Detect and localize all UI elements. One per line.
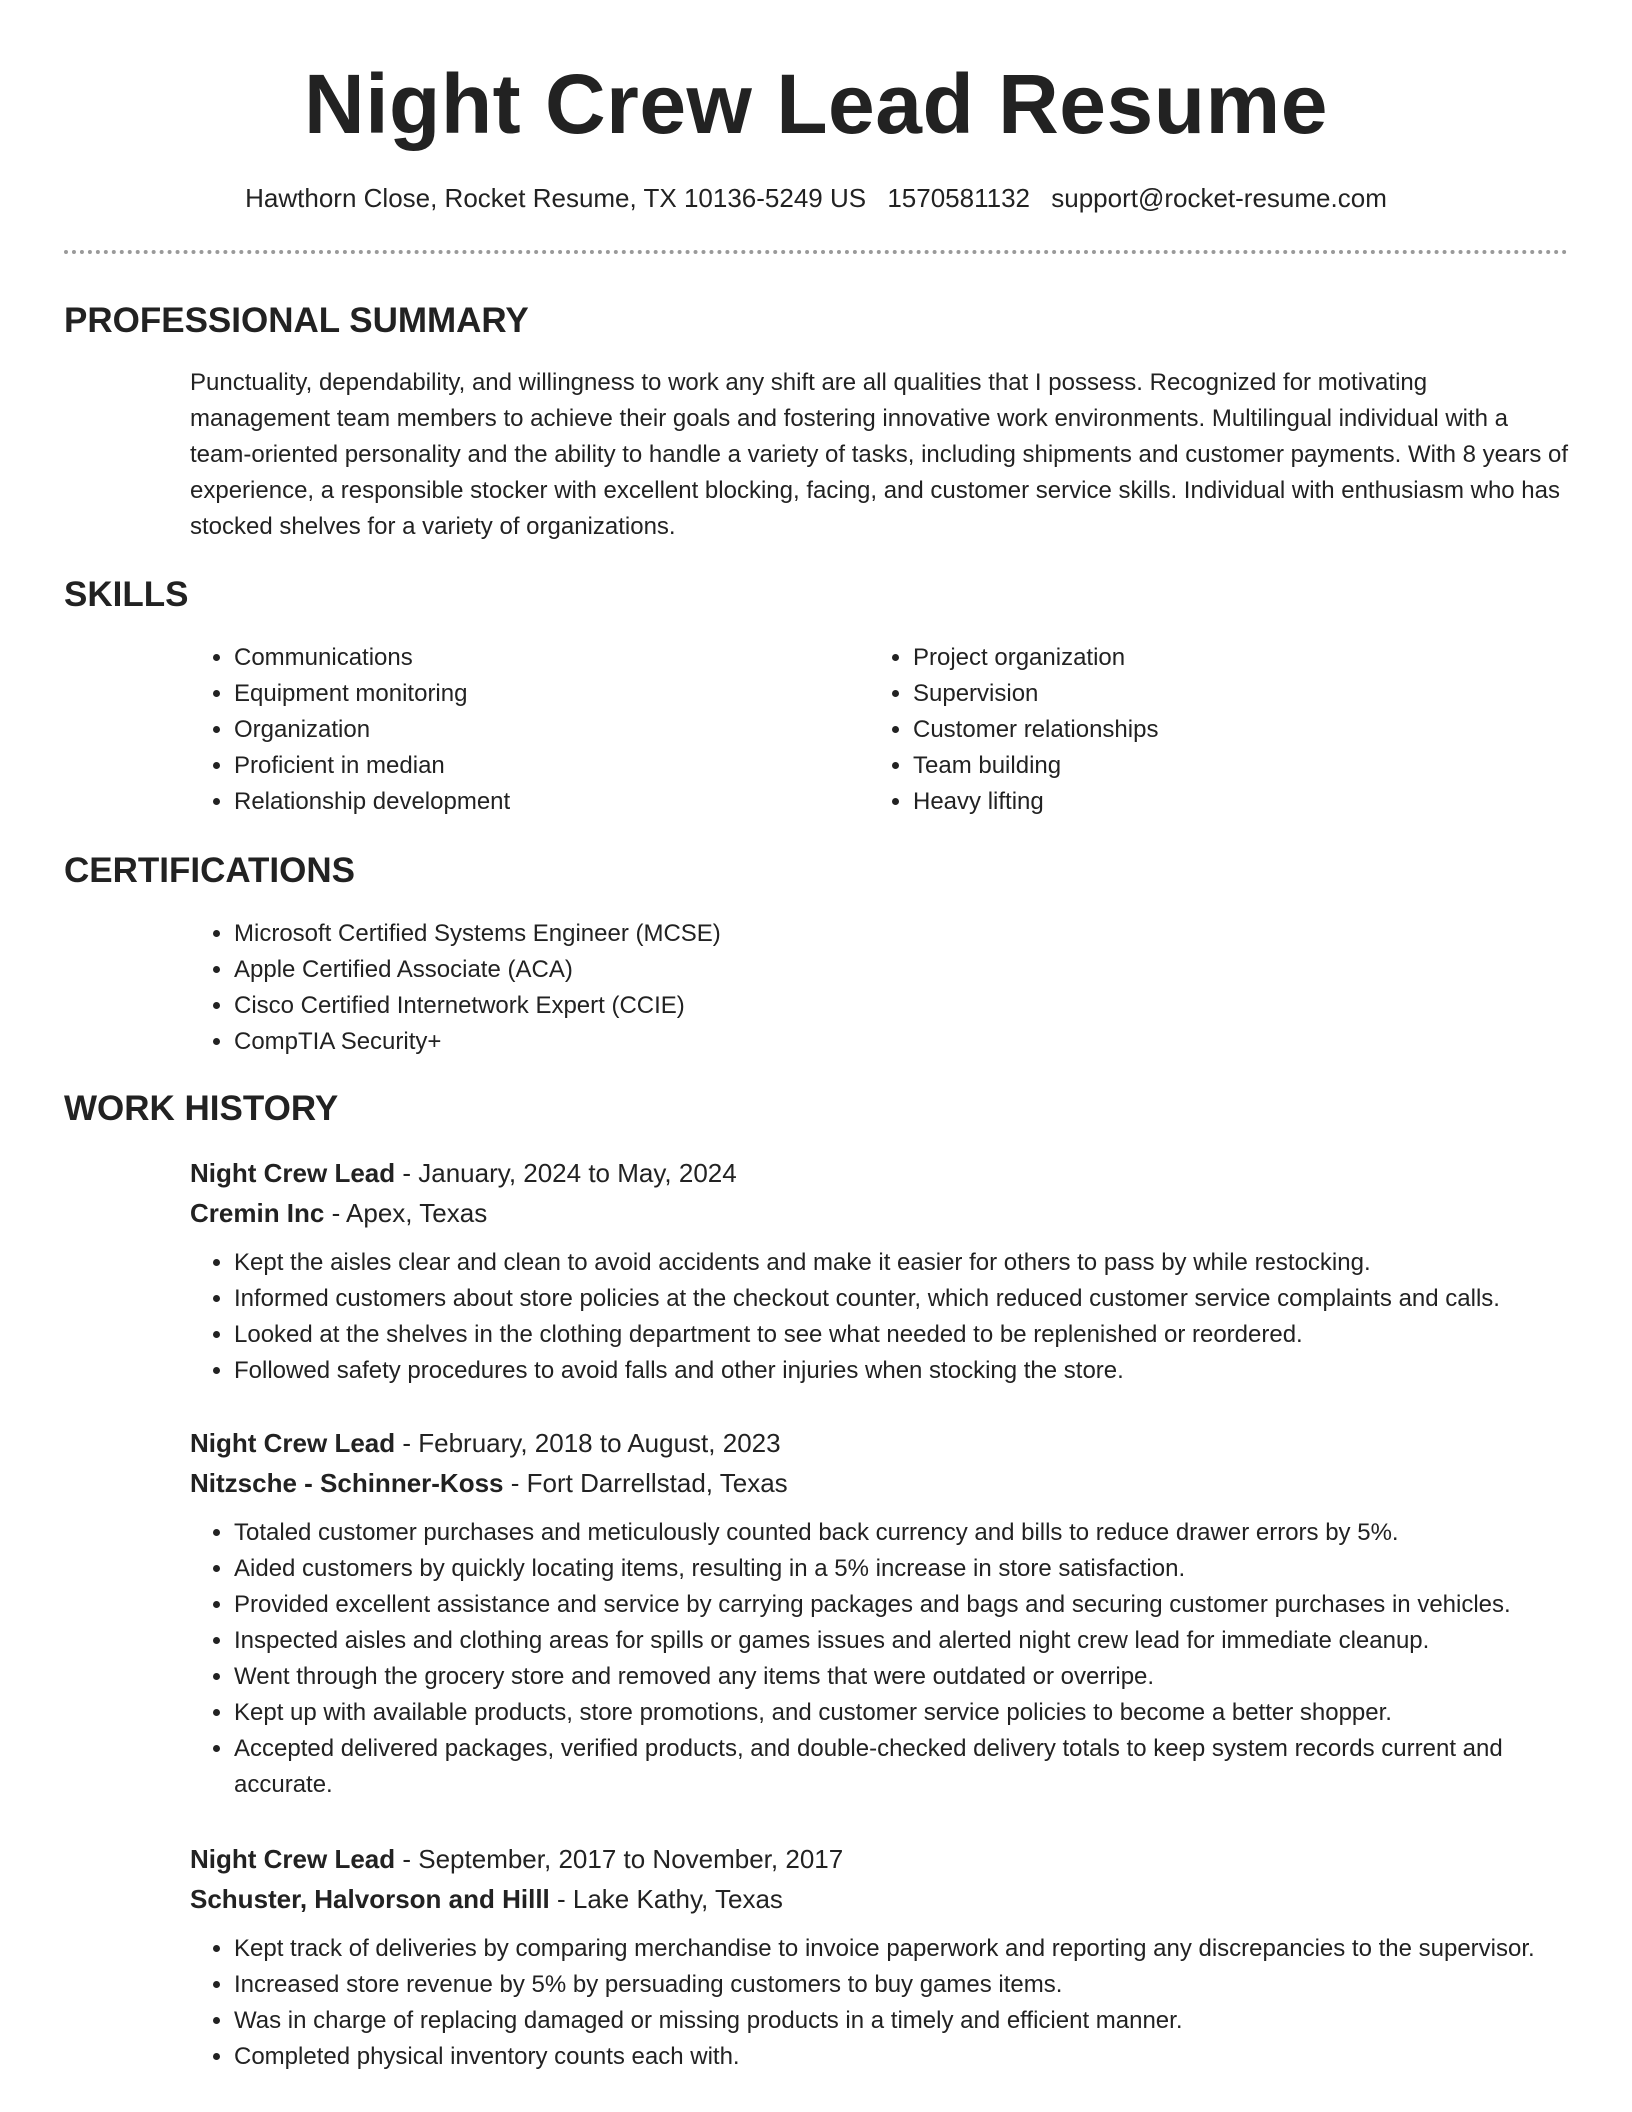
- job-dates: - September, 2017 to November, 2017: [395, 1844, 844, 1874]
- job-dates: - February, 2018 to August, 2023: [395, 1428, 781, 1458]
- certifications-block: [190, 916, 1490, 1060]
- section-title-summary: PROFESSIONAL SUMMARY: [64, 301, 529, 340]
- job-entry: [190, 1839, 1580, 2075]
- skills-list-right: [869, 640, 1469, 820]
- job-bullet: • Looked at the shelves in the clothing department to see what needed to be replenished or reordered.: [234, 1317, 1580, 1353]
- job-bullet: • Was in charge of replacing damaged or missing products in a timely and efficient manner.: [234, 2003, 1580, 2039]
- job-title-line: [190, 1153, 1580, 1193]
- skill-item: • Proficient in median: [234, 748, 790, 784]
- job-bullet: • Kept up with available products, store promotions, and customer service policies to become a better shopper.: [234, 1695, 1580, 1731]
- contact-address: Hawthorn Close, Rocket Resume, TX 10136-5249 US: [245, 183, 867, 213]
- section-title-skills: SKILLS: [64, 575, 189, 614]
- job-role: Night Crew Lead: [190, 1428, 396, 1458]
- job-bullet: • Totaled customer purchases and meticulously counted back currency and bills to reduce drawer errors by 5%.: [234, 1515, 1580, 1551]
- skill-item: • Heavy lifting: [913, 784, 1469, 820]
- job-company: Cremin Inc: [190, 1198, 325, 1228]
- job-location: - Fort Darrellstad, Texas: [503, 1468, 788, 1498]
- job-title-line: [190, 1423, 1580, 1463]
- skill-item: • Relationship development: [234, 784, 790, 820]
- job-bullet: • Went through the grocery store and removed any items that were outdated or overripe.: [234, 1659, 1580, 1695]
- job-location: - Lake Kathy, Texas: [549, 1884, 783, 1914]
- summary-text: Punctuality, dependability, and willingness to work any shift are all qualities that I possess. Recognized for motivating management team members to achieve their goals and fostering innovative work environments. Multilingual individual with a team-oriented personality and the ability to handle a variety of tasks, including shipments and customer payments. With 8 years of experience, a responsible stocker with excellent blocking, facing, and customer service skills. Individual with enthusiasm who has stocked shelves for a variety of organizations.: [190, 369, 1569, 540]
- contact-line: [0, 180, 1632, 216]
- job-role: Night Crew Lead: [190, 1158, 396, 1188]
- job-bullet: • Completed physical inventory counts each with.: [234, 2039, 1580, 2075]
- section-title-work-history: WORK HISTORY: [64, 1089, 339, 1128]
- skill-item: • Equipment monitoring: [234, 676, 790, 712]
- job-bullet: • Aided customers by quickly locating items, resulting in a 5% increase in store satisfaction.: [234, 1551, 1580, 1587]
- skill-item: • Communications: [234, 640, 790, 676]
- job-location: - Apex, Texas: [324, 1198, 488, 1228]
- job-bullet: • Kept track of deliveries by comparing merchandise to invoice paperwork and reporting any discrepancies to the supervisor.: [234, 1931, 1580, 1967]
- job-bullet: • Inspected aisles and clothing areas for spills or games issues and alerted night crew lead for immediate cleanup.: [234, 1623, 1580, 1659]
- skills-column-right: [869, 640, 1469, 820]
- job-bullet: • Kept the aisles clear and clean to avoid accidents and make it easier for others to pass by while restocking.: [234, 1245, 1580, 1281]
- contact-phone: 1570581132: [887, 183, 1030, 213]
- job-bullets: [190, 1515, 1580, 1803]
- job-company-line: [190, 1463, 1580, 1503]
- job-company-line: [190, 1193, 1580, 1233]
- job-bullet: • Followed safety procedures to avoid falls and other injuries when stocking the store.: [234, 1353, 1580, 1389]
- skill-item: • Customer relationships: [913, 712, 1469, 748]
- job-entry: [190, 1423, 1580, 1803]
- job-company-line: [190, 1879, 1580, 1919]
- job-bullets: [190, 1245, 1580, 1389]
- skills-column-left: [190, 640, 790, 820]
- certification-item: • Apple Certified Associate (ACA): [234, 952, 1490, 988]
- header-divider: [64, 250, 1568, 254]
- skill-item: • Supervision: [913, 676, 1469, 712]
- certification-item: • CompTIA Security+: [234, 1024, 1490, 1060]
- certification-item: • Cisco Certified Internetwork Expert (CCIE): [234, 988, 1490, 1024]
- skill-item: • Project organization: [913, 640, 1469, 676]
- job-title-line: [190, 1839, 1580, 1879]
- skill-item: • Team building: [913, 748, 1469, 784]
- job-bullets: [190, 1931, 1580, 2075]
- job-bullet: • Informed customers about store policies at the checkout counter, which reduced customer service complaints and calls.: [234, 1281, 1580, 1317]
- job-company: Nitzsche - Schinner-Koss: [190, 1468, 504, 1498]
- resume-header: [0, 0, 1632, 216]
- certification-item: • Microsoft Certified Systems Engineer (MCSE): [234, 916, 1490, 952]
- job-bullet: • Increased store revenue by 5% by persuading customers to buy games items.: [234, 1967, 1580, 2003]
- certifications-list: [190, 916, 1490, 1060]
- job-company: Schuster, Halvorson and Hilll: [190, 1884, 550, 1914]
- job-entry: [190, 1153, 1580, 1389]
- skills-list-left: [190, 640, 790, 820]
- contact-email: support@rocket-resume.com: [1051, 183, 1387, 213]
- skill-item: • Organization: [234, 712, 790, 748]
- job-bullet: • Provided excellent assistance and service by carrying packages and bags and securing customer purchases in vehicles.: [234, 1587, 1580, 1623]
- section-title-certifications: CERTIFICATIONS: [64, 851, 356, 890]
- job-role: Night Crew Lead: [190, 1844, 396, 1874]
- job-dates: - January, 2024 to May, 2024: [395, 1158, 737, 1188]
- resume-title: Night Crew Lead Resume: [304, 57, 1328, 151]
- job-bullet: • Accepted delivered packages, verified products, and double-checked delivery totals to keep system records current and accurate.: [234, 1731, 1580, 1803]
